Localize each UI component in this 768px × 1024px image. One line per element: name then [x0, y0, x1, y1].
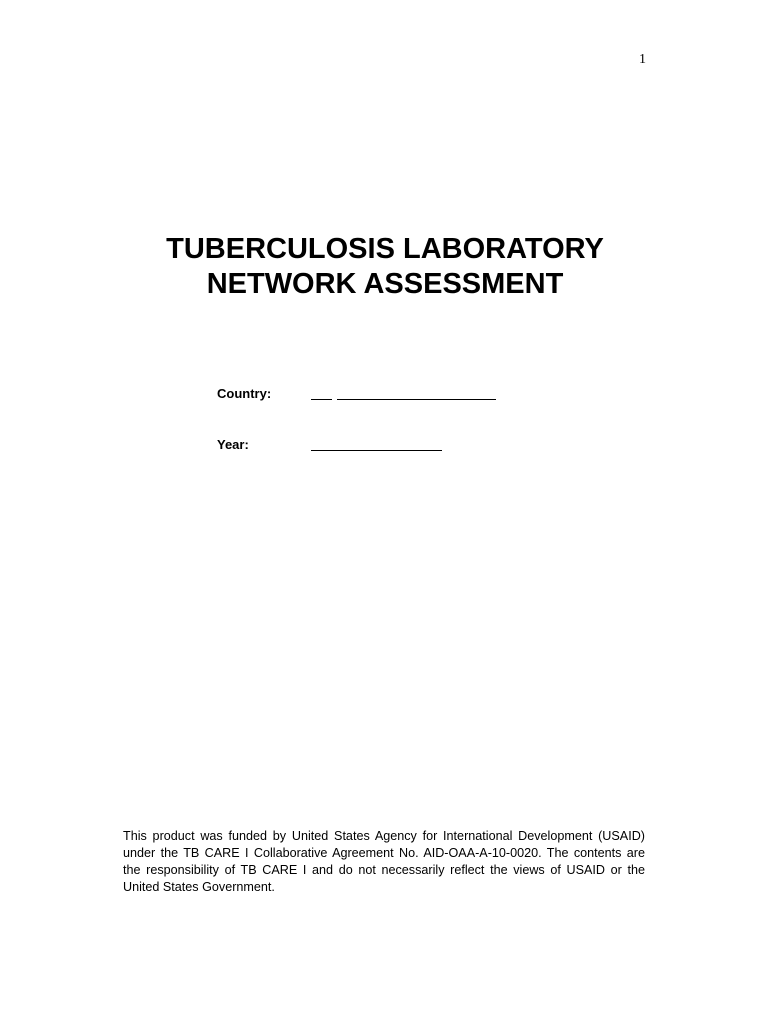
- country-blank-short: [311, 399, 332, 400]
- title-line-1: TUBERCULOSIS LABORATORY: [166, 233, 604, 265]
- year-label: Year:: [217, 437, 249, 452]
- page-number: 1: [639, 52, 646, 67]
- year-blank: [311, 450, 442, 451]
- country-label: Country:: [217, 386, 272, 401]
- country-blank-long: [337, 399, 496, 400]
- document-title: [100, 232, 670, 302]
- funding-disclaimer: This product was funded by United States Agency for International Development (USAID) under the TB CARE I Collaborative Agreement No. AID-OAA-A-10-0020. The contents are the responsibility of TB CARE I and do not necessarily reflect the views of USAID or the United States Government.: [123, 829, 645, 894]
- title-line-2: NETWORK ASSESSMENT: [206, 268, 564, 300]
